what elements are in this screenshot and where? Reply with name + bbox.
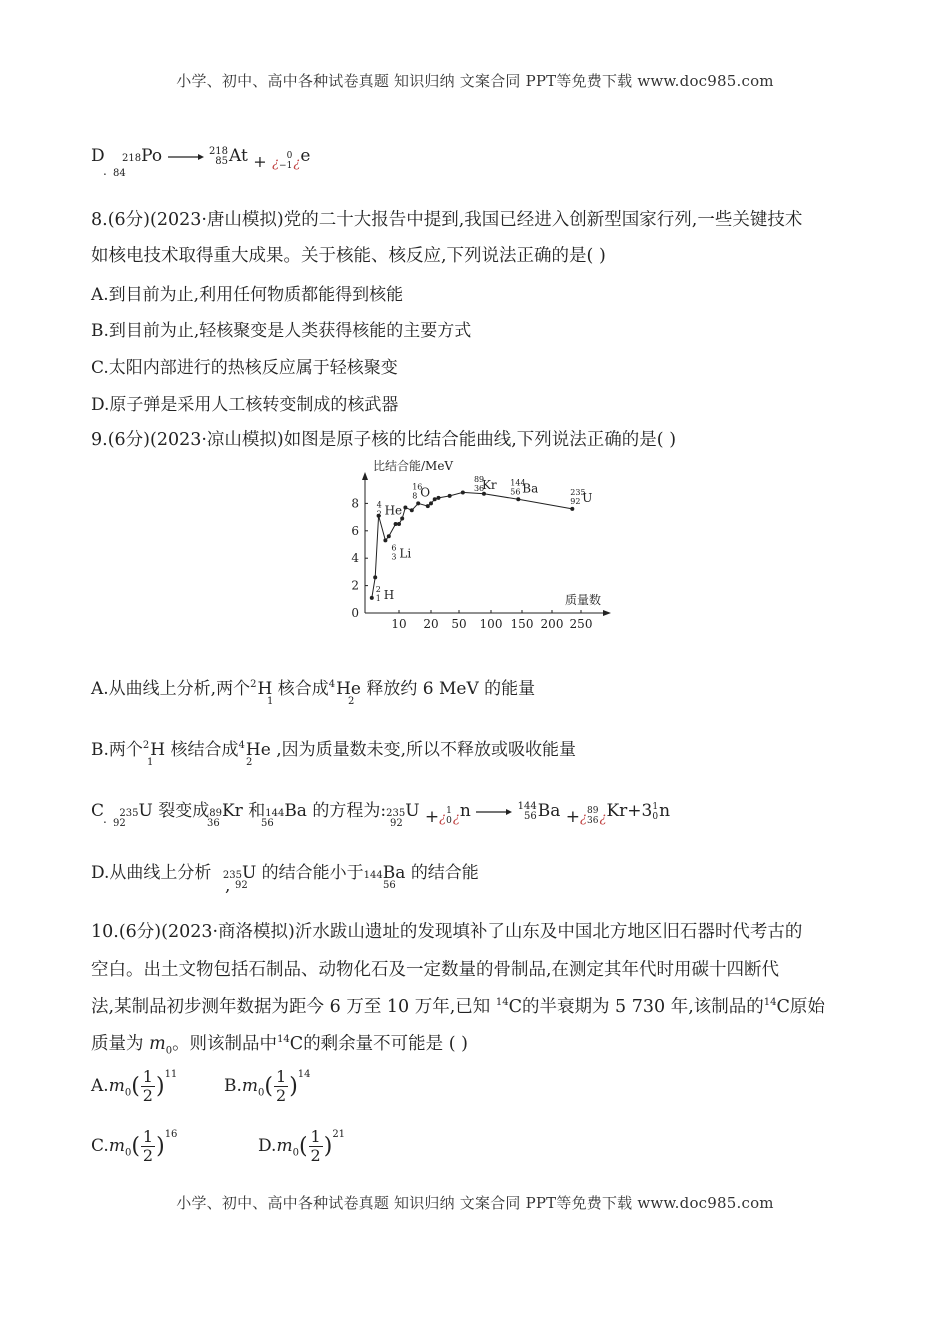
nuclide-symbol-label: O — [420, 485, 431, 500]
dot: . — [103, 164, 107, 178]
nuclide-number-label: 36 — [473, 483, 485, 493]
nuclide-mass-label: 89 — [473, 474, 485, 484]
data-point — [426, 504, 430, 508]
data-point — [436, 496, 440, 500]
data-point — [570, 507, 574, 511]
q10-option-c: $C.m_0$( $\frac{1}{2}$ )$^{16}$ — [91, 1127, 178, 1165]
data-point — [387, 534, 391, 538]
nuclide-mass-label: 2 — [375, 584, 381, 594]
page-header: 小学、初中、高中各种试卷真题 知识归纳 文案合同 PPT等免费下载 www.doc985.com — [176, 72, 774, 90]
electron-symbol: e — [300, 146, 311, 166]
x-tick-label: 50 — [451, 617, 467, 631]
reaction-arrow-icon — [168, 152, 204, 162]
data-point — [433, 497, 437, 501]
x-axis-arrow-icon — [603, 610, 611, 616]
po-atomic-number: 84 — [113, 168, 126, 179]
q8-option-a: A.到目前为止,利用任何物质都能得到核能 — [91, 285, 404, 305]
nuclide-symbol-label: Li — [399, 546, 412, 561]
nuclide-mass-label: 144 — [510, 478, 526, 488]
nuclide-mass-label: 235 — [570, 487, 586, 497]
q9-option-b: B.两个 2 H 1 核结合成 4 He 2 ,因为质量数未变,所以不释放或吸收能量 — [91, 739, 576, 768]
nuclide-mass-label: 4 — [376, 500, 382, 510]
nuclide-number-label: 1 — [375, 593, 381, 603]
q9-option-c: C . 235U 92 裂变成89Kr 36 和144Ba 56 的方程为:235U 92 $+_¿$ 1 0 $_¿$n 144 56 $Ba +_¿$ 89 36 $_¿$Kr+3 1 0 n — [91, 800, 671, 829]
data-point — [410, 508, 414, 512]
data-point — [461, 490, 465, 494]
y-tick-label: 6 — [351, 523, 359, 538]
nuclide-number-label: 2 — [376, 509, 382, 519]
nuclide-number-label: 3 — [391, 552, 397, 562]
garbled-char: ¿ — [272, 156, 280, 171]
q8-stem-line2: 如核电技术取得重大成果。关于核能、核反应,下列说法正确的是( ) — [91, 246, 606, 266]
q8-option-c: C.太阳内部进行的热核反应属于轻核聚变 — [91, 358, 398, 378]
y-tick-label: 8 — [351, 496, 359, 511]
x-tick-label: 200 — [540, 617, 564, 631]
prev-option-d — [91, 145, 311, 179]
y-tick-label: 4 — [351, 551, 359, 566]
q8-stem-line1: 8.(6分)(2023·唐山模拟)党的二十大报告中提到,我国已经进入创新型国家行列,一些关键技术 — [91, 210, 803, 230]
nuclide-symbol-label: H — [383, 587, 395, 602]
garbled-char: ¿ — [293, 156, 301, 171]
reaction-arrow-icon — [476, 807, 512, 817]
q10-stem-line4: 质量为 $m_0$。则该制品中$^{14}$C的剩余量不可能是 ( ) — [91, 1034, 468, 1057]
data-point — [370, 596, 374, 600]
q10-stem-line3: 法,某制品初步测年数据为距今 6 万至 10 万年,已知 $^{14}$C的半衰期为 5 730 年,该制品的$^{14}$C原始 — [91, 997, 825, 1017]
q10-option-b: $B.m_0$( $\frac{1}{2}$ )$^{14}$ — [224, 1067, 311, 1105]
q10-option-d: $D.m_0$( $\frac{1}{2}$ )$^{21}$ — [258, 1127, 346, 1165]
q8-option-d: D.原子弹是采用人工核转变制成的核武器 — [91, 395, 399, 415]
nuclide-symbol-label: He — [384, 503, 403, 518]
y-axis-label: 比结合能/MeV — [373, 459, 454, 473]
data-point — [416, 501, 420, 505]
q9-option-d: D.从曲线上分析 , 235U 92 的结合能小于144Ba 56 的结合能 — [91, 863, 479, 896]
y-ticks — [351, 496, 368, 620]
data-point — [448, 494, 452, 498]
x-tick-label: 10 — [391, 617, 407, 631]
at-nuclide-numbers: 218 85 — [208, 145, 229, 167]
x-tick-label: 20 — [423, 617, 439, 631]
x-tick-label: 250 — [569, 617, 593, 631]
nuclide-symbol-label: Kr — [481, 477, 497, 492]
q10-stem-line2: 空白。出土文物包括石制品、动物化石及一定数量的骨制品,在测定其年代时用碳十四断代 — [91, 960, 780, 980]
binding-energy-chart — [345, 456, 615, 641]
page-footer: 小学、初中、高中各种试卷真题 知识归纳 文案合同 PPT等免费下载 www.doc985.com — [176, 1194, 774, 1212]
x-tick-label: 100 — [479, 617, 503, 631]
option-label: D — [91, 146, 105, 166]
y-tick-label: 2 — [351, 578, 359, 593]
data-point — [383, 538, 387, 542]
nuclide-symbol-label: Ba — [522, 481, 539, 496]
data-point — [397, 522, 401, 526]
y-tick-label: 0 — [351, 606, 359, 620]
q10-stem-line1: 10.(6分)(2023·商洛模拟)沂水跋山遗址的发现填补了山东及中国北方地区旧石器时代考古的 — [91, 922, 803, 942]
plus-sign: + — [253, 152, 267, 171]
nuclide-symbol-label: U — [582, 490, 593, 505]
data-point — [373, 575, 377, 579]
nuclide-mass-label: 16 — [412, 482, 423, 492]
data-point — [516, 497, 520, 501]
electron-numbers: 0 −1 — [279, 150, 293, 171]
data-point — [403, 506, 407, 510]
nuclide-mass-label: 6 — [391, 543, 397, 553]
q9-stem: 9.(6分)(2023·凉山模拟)如图是原子核的比结合能曲线,下列说法正确的是( ) — [91, 430, 677, 450]
x-tick-label: 150 — [510, 617, 534, 631]
po-mass-number: 218 — [122, 153, 142, 164]
po-symbol: Po — [141, 146, 163, 166]
nuclide-number-label: 92 — [570, 496, 581, 506]
at-symbol: At — [229, 146, 248, 166]
h2-numbers: 2 — [250, 678, 257, 690]
q8-option-b: B.到目前为止,轻核聚变是人类获得核能的主要方式 — [91, 321, 472, 341]
q9-option-a: A.从曲线上分析,两个 2 H 1 核合成 4 He 2 释放约 6 MeV 的能量 — [91, 678, 536, 707]
data-point — [429, 501, 433, 505]
q10-option-a: $A.m_0$( $\frac{1}{2}$ )$^{11}$ — [91, 1067, 178, 1105]
y-axis-arrow-icon — [362, 472, 368, 480]
nuclide-number-label: 56 — [510, 487, 521, 497]
x-axis-label: 质量数 — [565, 593, 602, 607]
nuclide-number-label: 8 — [412, 491, 418, 501]
